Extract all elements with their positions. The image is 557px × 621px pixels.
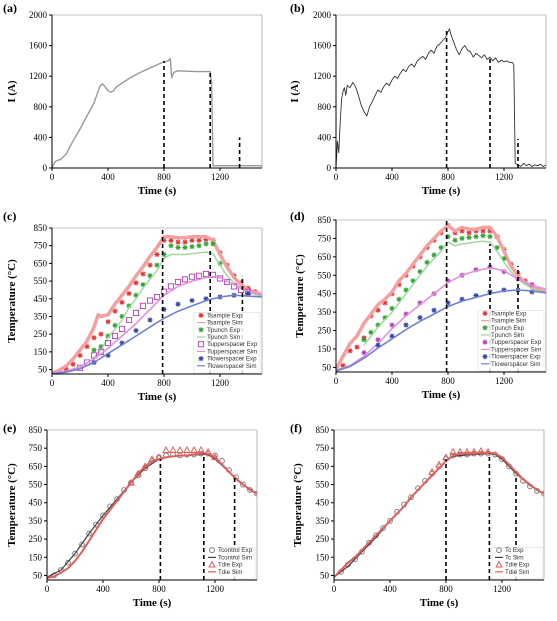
panel-d — [290, 209, 546, 401]
y-tick-label: 50 — [322, 362, 331, 373]
y-tick-label: 800 — [33, 101, 47, 112]
series-tpunch-exp-point — [480, 233, 485, 238]
x-tick-label: 1200 — [495, 376, 513, 386]
x-tick-label: 1200 — [495, 172, 513, 182]
legend-label: Tsample Exp — [491, 310, 527, 318]
series-tlowerspacer-exp-point — [403, 322, 408, 327]
legend-label: Tcontrol Sim — [218, 554, 253, 562]
x-tick-label: 400 — [96, 584, 110, 594]
y-tick-label: 0 — [42, 163, 47, 173]
y-axis-title: I (A) — [289, 80, 301, 103]
legend — [478, 310, 544, 371]
panel-label: (e) — [3, 421, 17, 435]
series-tupperspacer-exp-point — [126, 317, 131, 322]
y-tick-label: 650 — [317, 251, 331, 262]
series-tpunch-exp-point — [487, 234, 492, 239]
legend-swatch — [482, 354, 487, 359]
y-tick-label: 550 — [315, 479, 329, 490]
legend-marker — [482, 354, 487, 359]
legend-swatch — [198, 313, 203, 318]
panel-label: (f) — [290, 421, 302, 435]
x-tick-label: 0 — [49, 378, 55, 388]
panel-label: (c) — [3, 209, 17, 223]
x-tick-label: 400 — [101, 378, 115, 388]
y-tick-label: 650 — [33, 258, 47, 269]
panel-label: (a) — [3, 1, 17, 15]
legend-marker — [198, 327, 203, 332]
legend-label: Tpunch Sim — [491, 332, 525, 339]
y-tick-label: 450 — [28, 497, 42, 508]
y-tick-label: 850 — [33, 223, 47, 233]
legend-label: Tdie Sim — [505, 568, 530, 576]
legend-label: Tsample Exp — [207, 312, 243, 320]
series-tsample-exp-point — [354, 345, 359, 350]
x-tick-label: 1200 — [206, 584, 224, 594]
legend-label: Tpunch Exp — [207, 326, 241, 334]
current-trace-line — [336, 29, 546, 168]
series-tupperspacer-exp-point — [147, 298, 152, 303]
x-axis-title: Time (s) — [137, 185, 177, 197]
legend-label: Tsample Sim — [207, 319, 243, 327]
y-tick-label: 1600 — [29, 40, 47, 51]
y-tick-label: 650 — [28, 461, 42, 472]
panel-e — [3, 421, 259, 609]
y-axis-title: I (A) — [6, 80, 18, 103]
y-tick-label: 1200 — [313, 71, 331, 82]
series-tsample-exp-point — [126, 291, 131, 296]
y-tick-label: 50 — [38, 364, 47, 375]
series-tpunch-exp-point — [459, 236, 464, 241]
series-tdie-exp-point — [170, 447, 176, 452]
series-tpunch-exp-point — [466, 235, 471, 240]
panel-a — [3, 1, 262, 197]
legend-label: Tdie Exp — [505, 561, 530, 569]
y-tick-label: 150 — [315, 552, 329, 563]
y-tick-label: 550 — [28, 479, 42, 490]
y-tick-label: 550 — [317, 270, 331, 281]
series-tupperspacer-exp-point — [168, 284, 173, 289]
y-tick-label: 450 — [33, 293, 47, 304]
series-group — [52, 59, 262, 168]
x-axis-title: Time (s) — [419, 597, 459, 609]
series-tupperspacer-exp-point — [112, 333, 117, 338]
legend-label: Tlowerspacer Sim — [207, 362, 257, 370]
legend-label: Tlowerspacer Exp — [491, 353, 541, 361]
y-tick-label: 450 — [315, 497, 329, 508]
legend-marker — [482, 325, 487, 330]
panel-f — [290, 421, 546, 609]
y-tick-label: 2000 — [29, 10, 47, 20]
y-tick-label: 250 — [28, 534, 42, 545]
series-tlowerspacer-exp-point — [431, 308, 436, 313]
series-tsample-exp-point — [119, 300, 124, 305]
x-tick-label: 1200 — [211, 172, 229, 182]
x-axis-title: Time (s) — [132, 597, 172, 609]
series-tpunch-exp-point — [473, 234, 478, 239]
series-tupperspacer-exp-point — [154, 294, 159, 299]
x-tick-label: 0 — [333, 376, 339, 386]
series-tpunch-exp-point — [361, 337, 366, 342]
x-tick-label: 1200 — [493, 584, 511, 594]
y-tick-label: 150 — [317, 343, 331, 354]
series-tupperspacer-exp-point — [203, 271, 208, 276]
series-tdie-exp-point — [184, 447, 190, 452]
x-tick-label: 800 — [441, 376, 455, 386]
panel-c — [3, 209, 262, 403]
legend-label: Tpunch Sim — [207, 334, 241, 341]
x-tick-label: 0 — [333, 172, 339, 182]
x-tick-label: 400 — [385, 172, 399, 182]
y-tick-label: 650 — [315, 461, 329, 472]
x-axis-title: Time (s) — [421, 185, 461, 197]
y-tick-label: 350 — [33, 311, 47, 322]
panel-b — [289, 1, 546, 197]
legend-marker — [482, 311, 487, 316]
series-tlowerspacer-exp-point — [147, 317, 152, 322]
y-axis-title: Temperature (°C) — [6, 463, 18, 547]
y-tick-label: 800 — [317, 101, 331, 112]
series-tsample-exp-point — [466, 230, 471, 235]
x-tick-label: 0 — [331, 584, 337, 594]
legend-label: Tpunch Exp — [491, 324, 525, 332]
legend-label: Tupperspacer Exp — [207, 341, 258, 349]
legend-marker — [198, 356, 203, 361]
series-tsample-exp-point — [98, 332, 103, 337]
legend-label: Tc Exp — [505, 547, 524, 555]
y-axis-title: Temperature (°C) — [6, 259, 18, 343]
y-tick-label: 350 — [315, 515, 329, 526]
series-tsample-exp-point — [91, 335, 96, 340]
series-tlowerspacer-exp-point — [133, 328, 138, 333]
legend-label: Tupperspacer Exp — [491, 339, 542, 347]
y-tick-label: 850 — [28, 425, 42, 435]
y-tick-label: 250 — [315, 534, 329, 545]
y-tick-label: 400 — [33, 132, 47, 143]
legend-label: Tdie Sim — [218, 568, 243, 576]
series-tpunch-exp-point — [168, 243, 173, 248]
series-tpunch-exp-point — [91, 348, 96, 353]
panel-label: (b) — [290, 1, 305, 15]
panel-label: (d) — [290, 209, 305, 223]
series-tdie-exp-point — [177, 447, 183, 452]
series-tpunch-exp-point — [452, 238, 457, 243]
series-tupperspacer-exp-point — [182, 277, 187, 282]
series-tlowerspacer-exp-point — [189, 298, 194, 303]
y-tick-label: 350 — [28, 515, 42, 526]
series-tsample-exp-point — [147, 263, 152, 268]
y-tick-label: 850 — [315, 425, 329, 435]
y-tick-label: 550 — [33, 276, 47, 287]
series-tupperspacer-exp-point — [140, 303, 145, 308]
y-tick-label: 2000 — [313, 10, 331, 20]
series-tdie-exp-point — [191, 447, 197, 452]
y-tick-label: 350 — [317, 307, 331, 318]
series-tpunch-exp-point — [203, 241, 208, 246]
x-axis-title: Time (s) — [421, 389, 461, 401]
series-tsample-exp-point — [154, 252, 159, 257]
legend-label: Tupperspacer Sim — [491, 346, 542, 354]
y-axis-title: Temperature (°C) — [292, 463, 304, 547]
y-tick-label: 750 — [28, 443, 42, 454]
legend — [492, 547, 542, 579]
legend-swatch — [198, 327, 203, 332]
x-tick-label: 400 — [101, 172, 115, 182]
current-trace-line — [52, 59, 262, 168]
legend-swatch — [482, 340, 487, 345]
x-tick-label: 400 — [385, 376, 399, 386]
x-tick-label: 800 — [439, 584, 453, 594]
series-tupperspacer-exp-point — [196, 273, 201, 278]
x-tick-label: 800 — [157, 172, 171, 182]
y-tick-label: 50 — [320, 570, 329, 581]
y-tick-label: 750 — [317, 233, 331, 244]
x-tick-label: 400 — [383, 584, 397, 594]
legend-swatch — [482, 325, 487, 330]
legend-label: Tlowerspacer Sim — [491, 360, 541, 368]
y-tick-label: 400 — [317, 132, 331, 143]
series-tsample-exp-point — [140, 271, 145, 276]
y-tick-label: 150 — [28, 552, 42, 563]
series-tsample-exp-point — [196, 238, 201, 243]
x-tick-label: 1200 — [211, 378, 229, 388]
x-tick-label: 800 — [152, 584, 166, 594]
series-tdie-exp-point — [163, 447, 169, 452]
legend-label: Tcontrol Exp — [218, 547, 253, 555]
legend — [194, 312, 260, 373]
y-tick-label: 1200 — [29, 71, 47, 82]
series-tsample-exp-point — [175, 240, 180, 245]
y-tick-label: 0 — [326, 163, 331, 173]
legend-label: Tupperspacer Sim — [207, 348, 258, 356]
y-tick-label: 250 — [317, 325, 331, 336]
series-group — [336, 29, 546, 168]
y-tick-label: 250 — [33, 329, 47, 340]
series-tpunch-exp-point — [189, 244, 194, 249]
y-axis-title: Temperature (°C) — [294, 254, 306, 338]
series-tpunch-exp-point — [210, 241, 215, 246]
y-tick-label: 850 — [317, 215, 331, 225]
legend-marker — [482, 340, 487, 345]
x-tick-label: 800 — [157, 378, 171, 388]
legend — [205, 547, 255, 579]
y-tick-label: 750 — [315, 443, 329, 454]
y-tick-label: 450 — [317, 288, 331, 299]
series-tsample-exp-point — [105, 319, 110, 324]
legend-swatch — [482, 311, 487, 316]
series-tupperspacer-exp-point — [133, 310, 138, 315]
x-tick-label: 0 — [44, 584, 50, 594]
legend-label: Tdie Exp — [218, 561, 243, 569]
series-tpunch-exp-point — [175, 245, 180, 250]
series-tlowerspacer-exp-point — [175, 301, 180, 306]
y-tick-label: 1600 — [313, 40, 331, 51]
series-tsample-exp-point — [182, 240, 187, 245]
series-tupperspacer-exp-point — [189, 274, 194, 279]
series-tpunch-exp-point — [196, 243, 201, 248]
x-tick-label: 0 — [49, 172, 55, 182]
legend-label: Tlowerspacer Exp — [207, 355, 257, 363]
legend-label: Tsample Sim — [491, 317, 527, 325]
legend-swatch — [198, 356, 203, 361]
y-tick-label: 150 — [33, 346, 47, 357]
y-tick-label: 750 — [33, 240, 47, 251]
series-tupperspacer-exp-point — [119, 326, 124, 331]
legend-label: Tc Sim — [505, 554, 524, 562]
legend-marker — [198, 313, 203, 318]
x-axis-title: Time (s) — [137, 391, 177, 403]
y-tick-label: 50 — [33, 570, 42, 581]
series-tupperspacer-exp-point — [175, 279, 180, 284]
series-tpunch-exp-point — [182, 245, 187, 250]
x-tick-label: 800 — [441, 172, 455, 182]
